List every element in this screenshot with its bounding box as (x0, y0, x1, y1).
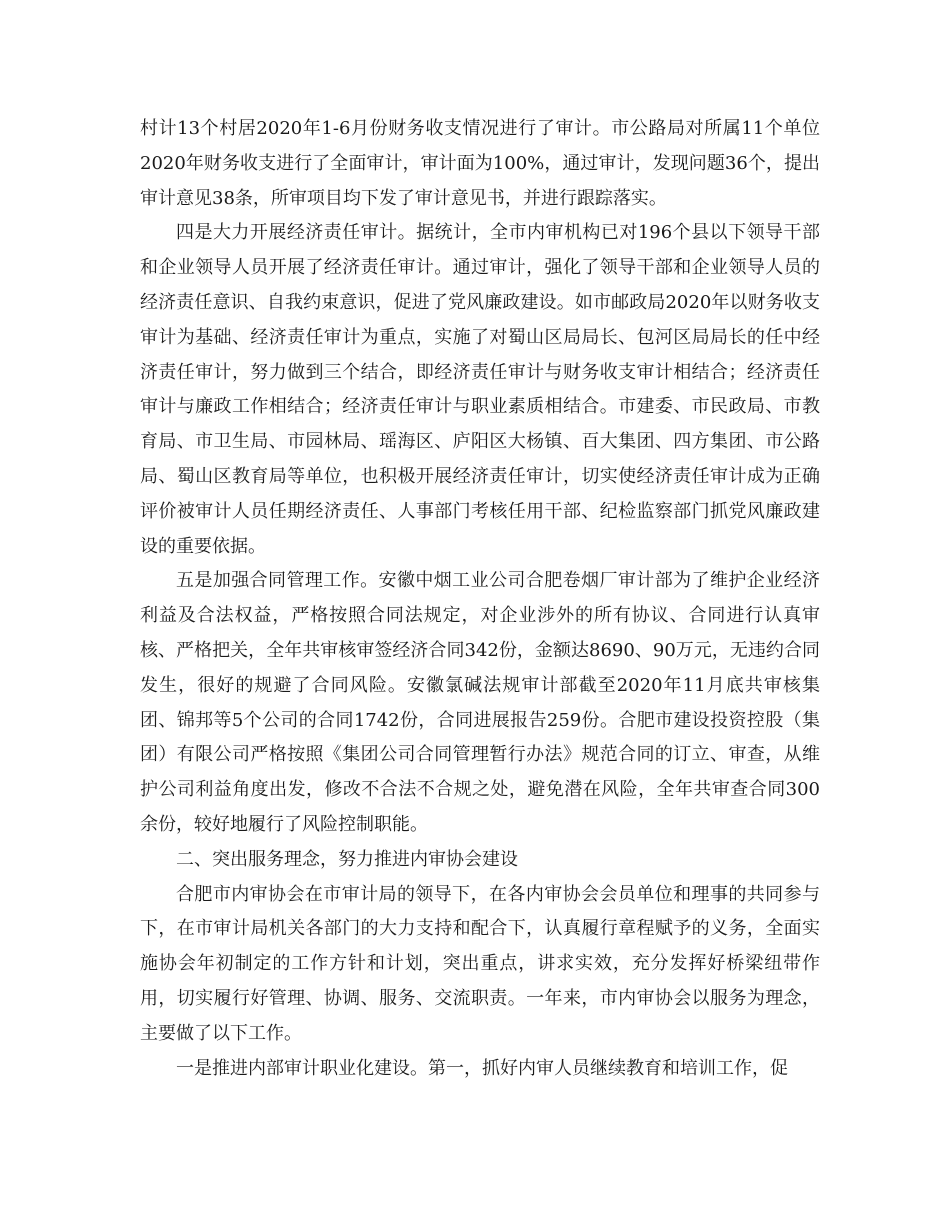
paragraph-economic-responsibility-audit: 四是大力开展经济责任审计。据统计，全市内审机构已对196个县以下领导干部和企业领导人员开展了经济责任审计。通过审计，强化了领导干部和企业领导人员的经济责任意识、自我约束意识，促进了党风廉政建设。如市邮政局2020年以财务收支审计为基础、经济责任审计为重点，实施了对蜀山区局局长、包河区局局长的任中经济责任审计，努力做到三个结合，即经济责任审计与财务收支审计相结合；经济责任审计与廉政工作相结合；经济责任审计与职业素质相结合。市建委、市民政局、市教育局、市卫生局、市园林局、瑶海区、庐阳区大杨镇、百大集团、四方集团、市公路局、蜀山区教育局等单位，也积极开展经济责任审计，切实使经济责任审计成为正确评价被审计人员任期经济责任、人事部门考核任用干部、纪检监察部门抓党风廉政建设的重要依据。 (140, 222, 820, 557)
paragraph-association-overview: 合肥市内审协会在市审计局的领导下，在各内审协会会员单位和理事的共同参与下，在市审计局机关各部门的大力支持和配合下，认真履行章程赋予的义务，全面实施协会年初制定的工作方针和计划，突出重点，讲求实效，充分发挥好桥梁纽带作用，切实履行好管理、协调、服务、交流职责。一年来，市内审协会以服务为理念，主要做了以下工作。 (140, 883, 820, 1044)
paragraph-audit-results: 村计13个村居2020年1-6月份财务收支情况进行了审计。市公路局对所属11个单位2020年财务收支进行了全面审计，审计面为100%，通过审计，发现问题36个，提出审计意见38条，所审项目均下发了审计意见书，并进行跟踪落实。 (140, 118, 820, 209)
section-heading: 二、突出服务理念，努力推进内审协会建设 (176, 848, 518, 870)
paragraph-professionalization: 一是推进内部审计职业化建设。第一，抓好内审人员继续教育和培训工作，促 (176, 1057, 788, 1079)
document-body (140, 112, 820, 1086)
paragraph-contract-management: 五是加强合同管理工作。安徽中烟工业公司合肥卷烟厂审计部为了维护企业经济利益及合法权益，严格按照合同法规定，对企业涉外的所有协议、合同进行认真审核、严格把关，全年共审核审签经济合同342份，金额达8690、90万元，无违约合同发生，很好的规避了合同风险。安徽氯碱法规审计部截至2020年11月底共审核集团、锦邦等5个公司的合同1742份，合同进展报告259份。合肥市建设投资控股（集团）有限公司严格按照《集团公司合同管理暂行办法》规范合同的订立、审查，从维护公司利益角度出发，修改不合法不合规之处，避免潜在风险，全年共审查合同300余份，较好地履行了风险控制职能。 (140, 570, 820, 835)
